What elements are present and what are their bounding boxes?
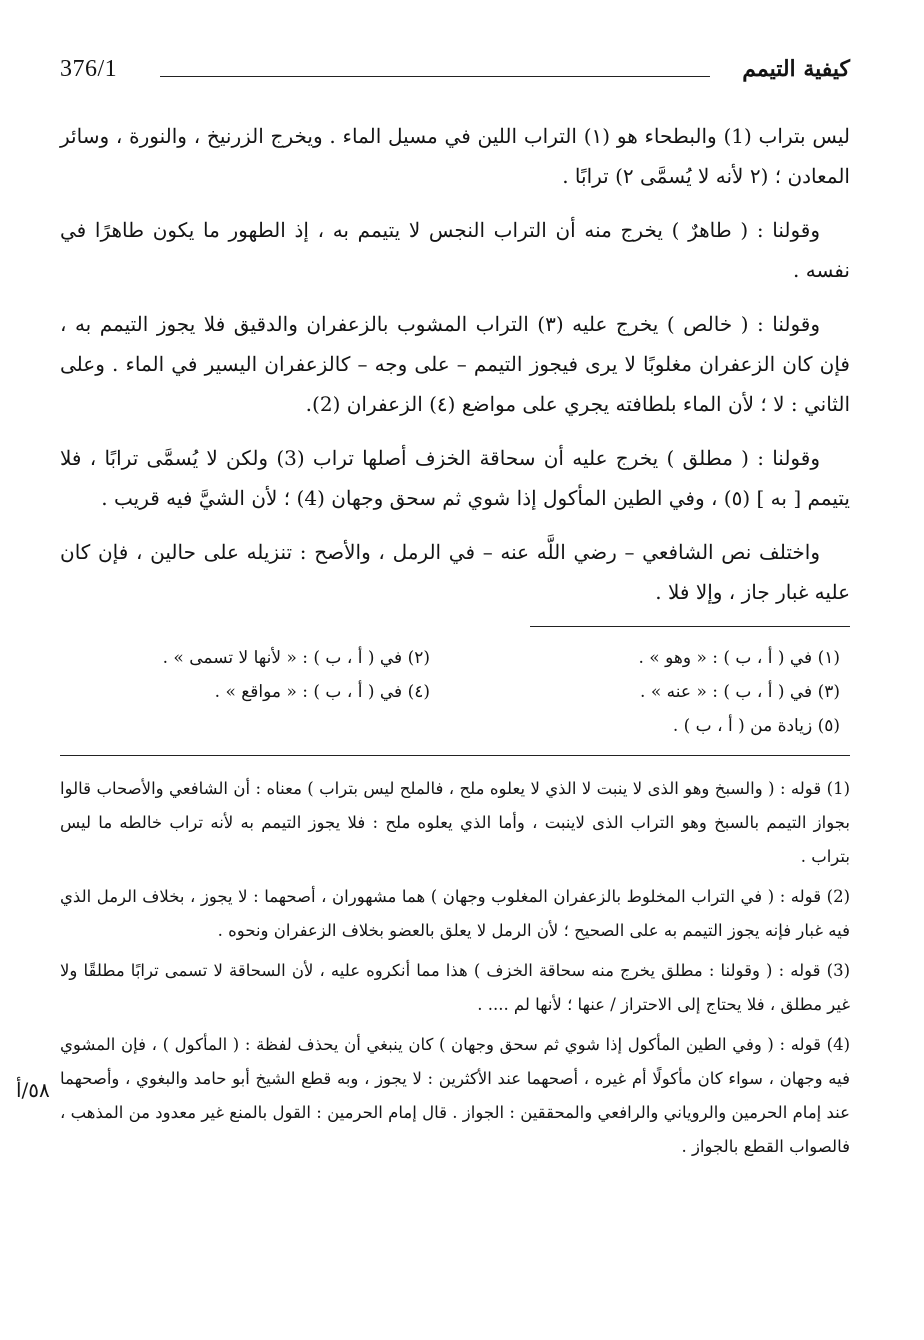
variant-note: (١) في ( أ ، ب ) : « وهو » . (638, 648, 840, 668)
variant-note: (٤) في ( أ ، ب ) : « مواقع » . (214, 682, 430, 702)
page-number: 376/1 (60, 56, 118, 82)
variant-footnotes (60, 641, 850, 743)
header-rule (160, 76, 710, 77)
footnote-separator (530, 626, 850, 627)
running-title: كيفية التيمم (742, 56, 850, 82)
commentary-separator (60, 755, 850, 756)
commentary-footnotes (60, 772, 850, 1164)
book-page (60, 50, 850, 1170)
commentary-note: (1) قوله : ( والسبخ وهو الذى لا ينبت لا الذي لا يعلوه ملح ، فالملح ليس بتراب ) معناه : أن الشافعي والأصحاب قالوا بجواز التيمم بالسبخ وهو التراب الذى لاينبت ، وأما الذي يعلوه ملح : فلا يجوز التيمم به لأنه تراب خالطه ما ليس بتراب . (60, 779, 850, 866)
paragraph: وقولنا : ( مطلق ) يخرج عليه أن سحاقة الخزف أصلها تراب (3) ولكن لا يُسمَّى ترابًا ، فلا يتيمم [ به ] (٥) ، وفي الطين المأكول إذا شوي ثم سحق وجهان (4) ؛ لأن الشيَّ فيه قريب . (60, 446, 850, 510)
paragraph: وقولنا : ( طاهرٌ ) يخرج منه أن التراب النجس لا يتيمم به ، إذ الطهور ما يكون طاهرًا في نفسه . (60, 218, 850, 282)
page-header (60, 50, 850, 94)
paragraph: واختلف نص الشافعي – رضي اللَّه عنه – في الرمل ، والأصح : تنزيله على حالين ، فإن كان عليه غبار جاز ، وإلا فلا . (60, 540, 850, 604)
commentary-note: (4) قوله : ( وفي الطين المأكول إذا شوي ثم سحق وجهان ) كان ينبغي أن يحذف لفظة : ( المأكول ) ، فإن المشوي فيه وجهان ، سواء كان مأكولًا أم غيره ، أصحهما عند الأكثرين : لا يجوز ، وبه قطع الشيخ أبو حامد والبغوي ، وأصحهما عند إمام الحرمين والروياني والرافعي والمحققين : الجواز . قال إمام الحرمين : القول بالمنع غير معدود من المذهب ، فالصواب القطع بالجواز . (60, 1035, 850, 1156)
variant-note: (٥) زيادة من ( أ ، ب ) . (672, 716, 840, 736)
variant-note: (٣) في ( أ ، ب ) : « عنه » . (640, 682, 840, 702)
paragraph: ليس بتراب (1) والبطحاء هو (١) التراب اللين في مسيل الماء . ويخرج الزرنيخ ، والنورة ، وسائر المعادن ؛ (٢ لأنه لا يُسمَّى ٢) ترابًا . (60, 124, 850, 188)
commentary-note: (2) قوله : ( في التراب المخلوط بالزعفران المغلوب وجهان ) هما مشهوران ، أصحهما : لا يجوز ، بخلاف الرمل الذي فيه غبار فإنه يجوز التيمم به على الصحيح ؛ لأن الرمل لا يعلق بالعضو بخلاف الزعفران ونحوه . (60, 887, 850, 940)
manuscript-folio-marker: ٥٨/أ (16, 1078, 50, 1102)
paragraph: وقولنا : ( خالص ) يخرج عليه (٣) التراب المشوب بالزعفران والدقيق فلا يجوز التيمم به ، فإن كان الزعفران مغلوبًا لا يرى فيجوز التيمم – على وجه – كالزعفران اليسير في الماء . وعلى الثاني : لا ؛ لأن الماء بلطافته يجري على مواضع (٤) الزعفران (2). (60, 312, 850, 416)
variant-note: (٢) في ( أ ، ب ) : « لأنها لا تسمى » . (162, 648, 430, 668)
commentary-note: (3) قوله : ( وقولنا : مطلق يخرج منه سحاقة الخزف ) هذا مما أنكروه عليه ، لأن السحاقة لا تسمى ترابًا مطلقًا ولا غير مطلق ، فلا يحتاج إلى الاحتراز / عنها ؛ لأنها لم .... . (60, 961, 850, 1014)
main-text (60, 116, 850, 612)
